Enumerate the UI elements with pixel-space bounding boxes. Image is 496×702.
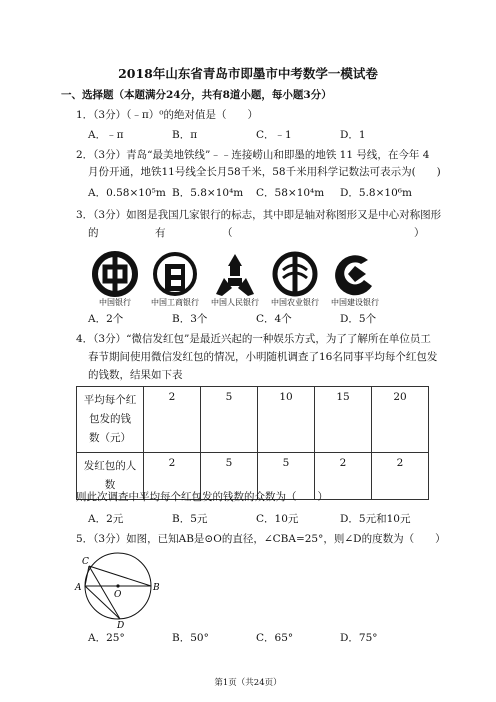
q1-option-a: A．﹣π [88,129,124,141]
table-cell: 20 [372,387,429,453]
q4-option-d: D．5元和10元 [340,513,411,525]
red-packet-table [76,386,429,500]
q4-line2: 春节期间使用微信发红包的情况，小明随机调查了16名同事平均每个红包发 [88,351,438,363]
bank-label-boc: 中国银行 [99,298,131,307]
label-b: B [153,583,160,593]
q2-line2: 月份开通，地铁11号线全长月58千米，58千米用科学记数法可表示为( ) [88,166,441,178]
table-cell: 15 [315,387,372,453]
row-header-line: 平均每个红 [83,394,137,406]
q2-option-b: B．5.8×10⁴m [172,187,244,199]
q4-line3: 的钱数，结果如下表 [88,369,183,381]
label-c: C [82,557,89,567]
q3-line2-a: 的 [88,227,99,239]
q3-line2-b: 有 [155,227,166,239]
q3-line2-c: （ [222,227,233,239]
label-o: O [114,590,122,600]
pboc-logo [208,250,262,304]
bank-label-pboc: 中国人民银行 [211,298,259,307]
q1-option-d: D．1 [340,129,366,141]
row-header-line: 发红包的人 [83,460,137,472]
q4-option-c: C．10元 [256,513,299,525]
q3-option-d: D．5个 [340,313,377,325]
row-header-line: 数 [104,479,116,491]
table-cell: 5 [258,453,315,500]
bank-label-ccb: 中国建设银行 [331,298,379,307]
q4-option-b: B．5元 [172,513,208,525]
q1-stem: 1．（3分）（﹣π）⁰的绝对值是（ ） [76,109,258,121]
q1-option-b: B．π [172,129,198,141]
table-cell: 2 [144,453,201,500]
ccb-logo [328,250,382,304]
q3-line2-d: ） [414,227,425,239]
bank-label-icbc: 中国工商银行 [151,298,199,307]
q5-stem: 5．（3分）如图，已知AB是⊙O的直径，∠CBA=25°，则∠D的度数为（ ） [76,533,446,545]
q2-option-d: D．5.8×10⁶m [340,187,412,199]
table-row [77,387,429,453]
abc-logo [268,250,322,304]
row-header-amount [77,387,144,453]
label-a: A [75,583,82,593]
label-d: D [117,621,125,630]
q2-option-a: A．0.58×10⁵m [88,187,166,199]
q1-option-c: C．﹣1 [256,129,292,141]
table-cell: 2 [144,387,201,453]
table-cell: 10 [258,387,315,453]
table-cell: 2 [315,453,372,500]
circle-diagram [74,548,164,630]
table-cell: 5 [201,387,258,453]
q5-option-b: B．50° [172,632,209,644]
table-cell: 2 [372,453,429,500]
bank-label-abc: 中国农业银行 [271,298,319,307]
q5-option-c: C．65° [256,632,294,644]
q2-option-c: C．58×10⁴m [256,187,325,199]
q4-line1: 4．（3分）“微信发红包”是最近兴起的一种娱乐方式，为了了解所在单位员工 [76,333,431,345]
bank-of-china-logo [88,250,142,304]
q4-option-a: A．2元 [88,513,124,525]
page-footer: 第1页（共24页） [214,678,282,688]
q4-question: 则此次调查中平均每个红包发的钱数的众数为（ ） [76,491,328,503]
q5-option-d: D．75° [340,632,378,644]
row-header-line: 数（元） [89,432,131,444]
q3-line1: 3．（3分）如图是我国几家银行的标志，其中即是轴对称图形又是中心对称图形 [76,209,442,221]
table-cell: 5 [201,453,258,500]
page-title: 2018年山东省青岛市即墨市中考数学一模试卷 [118,66,378,81]
q3-option-c: C．4个 [256,313,292,325]
section-heading: 一、选择题（本题满分24分，共有8道小题，每小题3分） [61,89,332,101]
q5-option-a: A．25° [88,632,125,644]
icbc-logo [148,250,202,304]
q3-option-b: B．3个 [172,313,208,325]
q2-line1: 2．（3分）青岛“最美地铁线”﹣﹣连接崂山和即墨的地铁 11 号线，在今年 4 [76,149,430,161]
q3-option-a: A．2个 [88,313,124,325]
row-header-line: 包发的钱 [89,413,131,425]
